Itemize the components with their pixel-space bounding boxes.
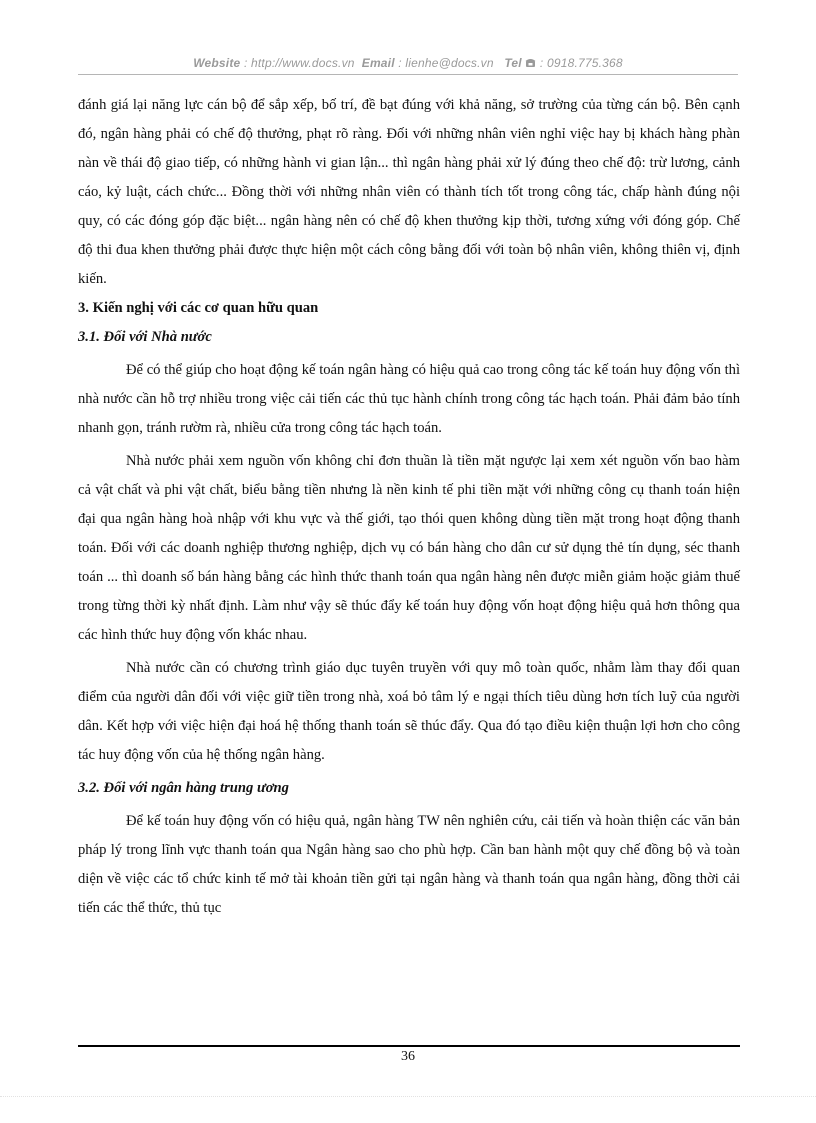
footer-rule — [78, 1045, 740, 1047]
email-value: : lienhe@docs.vn — [394, 56, 494, 70]
paragraph-education-program: Nhà nước cần có chương trình giáo dục tuyên truyền với quy mô toàn quốc, nhằm làm thay đổi quan điểm của người dân đối với việc giữ tiền trong nhà, xoá bỏ tâm lý e ngại thích tiêu dùng hơn tích luỹ của người dân. Kết hợp với việc hiện đại hoá hệ thống thanh toán sẽ thúc đẩy. Qua đó tạo điều kiện thuận lợi hơn cho công tác huy động vốn của hệ thống ngân hàng. — [78, 660, 740, 763]
section-3-heading: 3. Kiến nghị với các cơ quan hữu quan — [78, 300, 319, 316]
tel-label: Tel — [504, 56, 522, 70]
page-bottom-divider — [0, 1096, 816, 1097]
website-label: Website — [193, 56, 241, 70]
document-body — [78, 91, 740, 923]
phone-icon — [525, 57, 536, 71]
paragraph-state-support: Để có thể giúp cho hoạt động kế toán ngân hàng có hiệu quả cao trong công tác kế toán huy động vốn thì nhà nước cần hỗ trợ nhiều trong việc cải tiến các thủ tục hành chính trong công tác hạch toán. Phải đảm bảo tính nhanh gọn, tránh rườm rà, nhiều cửa trong công tác hạch toán. — [78, 362, 740, 436]
subsection-3-2-heading: 3.2. Đối với ngân hàng trung ương — [78, 780, 289, 796]
page-header — [78, 56, 738, 75]
page-number: 36 — [401, 1049, 415, 1064]
website-value: : http://www.docs.vn — [240, 56, 355, 70]
paragraph-staff-evaluation: đánh giá lại năng lực cán bộ để sắp xếp, bố trí, đề bạt đúng với khả năng, sở trường của từng cán bộ. Bên cạnh đó, ngân hàng phải có chế độ thưởng, phạt rõ ràng. Đối với những nhân viên nghỉ việc hay bị khách hàng phàn nàn về thái độ giao tiếp, có những hành vi gian lận... thì ngân hàng phải xử lý đúng theo chế độ: trừ lương, cảnh cáo, kỷ luật, cách chức... Đồng thời với những nhân viên có thành tích tốt trong công tác, chấp hành đúng nội quy, có các đóng góp đặc biệt... ngân hàng nên có chế độ khen thưởng kịp thời, tương xứng với đóng góp. Chế độ thi đua khen thưởng phải được thực hiện một cách công bằng đối với toàn bộ nhân viên, không thiên vị, định kiến. — [78, 97, 740, 287]
paragraph-capital-sources: Nhà nước phải xem nguồn vốn không chỉ đơn thuần là tiền mặt ngược lại xem xét nguồn vốn bao hàm cả vật chất và phi vật chất, biểu bằng tiền nhưng là nền kinh tế phi tiền mặt với những công cụ thanh toán hiện đại qua ngân hàng hoà nhập với khu vực và thế giới, tạo thói quen không dùng tiền mặt trong hoạt động thanh toán. Đối với các doanh nghiệp thương nghiệp, dịch vụ có bán hàng cho dân cư sử dụng thẻ tín dụng, séc thanh toán ... thì doanh số bán hàng bằng các hình thức thanh toán qua ngân hàng nên được miễn giảm hoặc giảm thuế trong từng thời kỳ nhất định. Làm như vậy sẽ thúc đẩy kế toán huy động vốn hoạt động hiệu quả hơn thông qua các hình thức huy động vốn khác nhau. — [78, 453, 740, 643]
paragraph-central-bank: Để kế toán huy động vốn có hiệu quả, ngân hàng TW nên nghiên cứu, cải tiến và hoàn thiện các văn bản pháp lý trong lĩnh vực thanh toán qua Ngân hàng sao cho phù hợp. Cần ban hành một quy chế đồng bộ và toàn diện về việc các tổ chức kinh tế mở tài khoản tiền gửi tại ngân hàng và thanh toán qua ngân hàng, đồng thời cải tiến các thể thức, thủ tục — [78, 813, 740, 916]
subsection-3-1-heading: 3.1. Đối với Nhà nước — [78, 329, 212, 345]
email-label: Email — [361, 56, 395, 70]
tel-value: : 0918.775.368 — [536, 56, 623, 70]
